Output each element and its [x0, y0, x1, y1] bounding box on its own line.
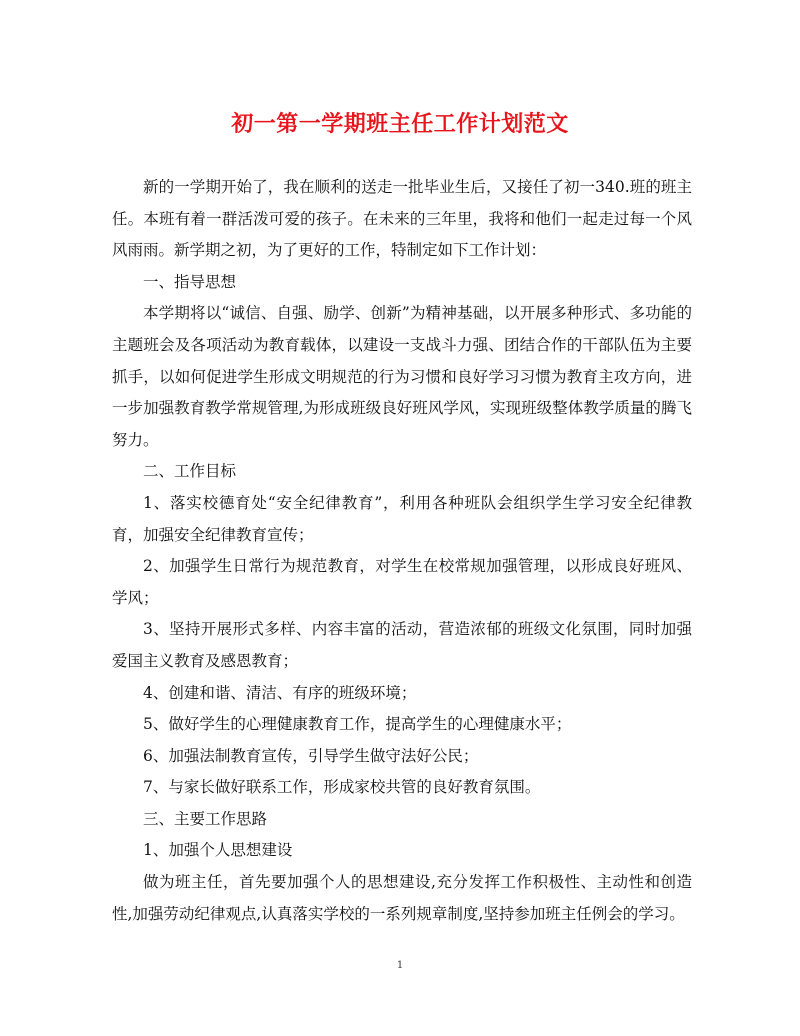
subsection-heading-personal-thought: 1、加强个人思想建设 [143, 841, 293, 860]
goal-item-7: 7、与家长做好联系工作，形成家校共管的良好教育氛围。 [143, 778, 541, 797]
section-heading-work-goals: 二、工作目标 [143, 462, 237, 481]
section-heading-guiding-thought: 一、指导思想 [143, 272, 237, 291]
goal-item-5: 5、做好学生的心理健康教育工作，提高学生的心理健康水平； [143, 715, 572, 734]
paragraph-personal-thought: 做为班主任，首先要加强个人的思想建设,充分发挥工作积极性、主动性和创造性,加强劳动纪律观点,认真落实学校的一系列规章制度,坚持参加班主任例会的学习。 [112, 873, 692, 923]
document-title: 初一第一学期班主任工作计划范文 [231, 111, 569, 137]
goal-item-4: 4、创建和谐、清洁、有序的班级环境； [143, 683, 417, 702]
goal-item-3: 3、坚持开展形式多样、内容丰富的活动，营造浓郁的班级文化氛围，同时加强爱国主义教育及感恩教育； [112, 620, 692, 670]
document-body [112, 172, 692, 930]
goal-item-1: 1、落实校德育处“安全纪律教育”，利用各种班队会组织学生学习安全纪律教育，加强安全纪律教育宣传； [112, 493, 692, 544]
goal-item-6: 6、加强法制教育宣传，引导学生做守法好公民； [143, 746, 479, 765]
paragraph-intro: 新的一学期开始了，我在顺利的送走一批毕业生后，又接任了初一340.班的班主任。本班有着一群活泼可爱的孩子。在未来的三年里，我将和他们一起走过每一个风风雨雨。新学期之初，为了更好的工作，特制定如下工作计划： [112, 178, 692, 260]
page-number: 1 [396, 960, 404, 971]
goal-item-2: 2、加强学生日常行为规范教育，对学生在校常规加强管理，以形成良好班风、学风； [112, 557, 692, 607]
paragraph-guiding-thought: 本学期将以“诚信、自强、励学、创新”为精神基础，以开展多种形式、多功能的主题班会及各项活动为教育载体，以建设一支战斗力强、团结合作的干部队伍为主要抓手，以如何促进学生形成文明规范的行为习惯和良好学习习惯为教育主攻方向，进一步加强教育教学常规管理,为形成班级良好班风学风，实现班级整体教学质量的腾飞努力。 [112, 304, 692, 449]
section-heading-main-ideas: 三、主要工作思路 [143, 809, 268, 828]
